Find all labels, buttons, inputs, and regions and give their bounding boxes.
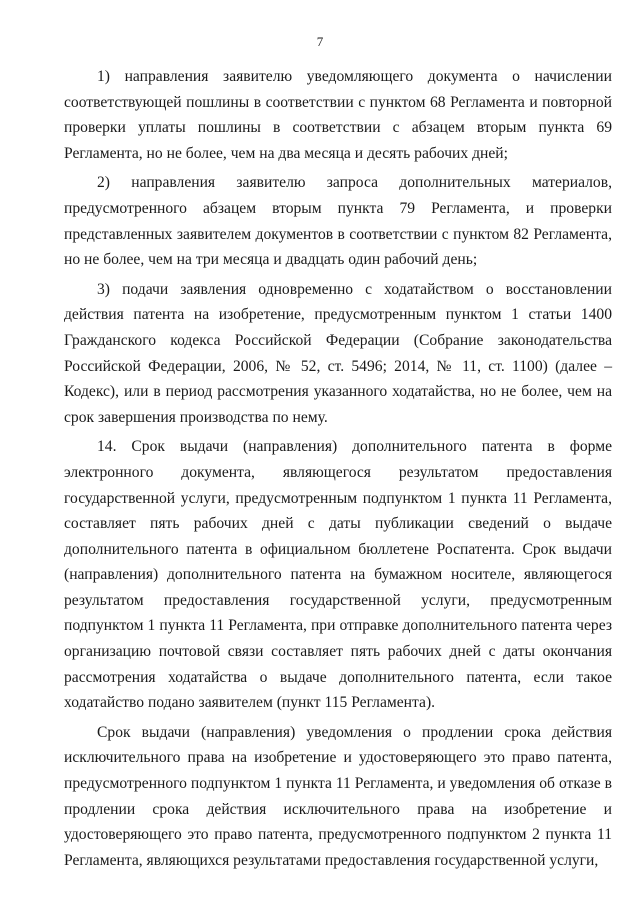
- paragraph-item-1: 1) направления заявителю уведомляющего документа о начислении соответствующей пошлины в соответствии с пунктом 68 Регламента и повторной проверки уплаты пошлины в соответствии с абзацем вторым пункта 69 Регламента, но не более, чем на два месяца и десять рабочих дней;: [64, 68, 612, 162]
- paragraph-clause-14: 14. Срок выдачи (направления) дополнительного патента в форме электронного документа, являющегося результатом предоставления государственной услуги, предусмотренным подпунктом 1 пункта 11 Регламента, составляет пять рабочих дней с даты публикации сведений о выдаче дополнительного патента в официальном бюллетене Роспатента. Срок выдачи (направления) дополнительного патента на бумажном носителе, являющегося результатом предоставления государственной услуги, предусмотренным подпунктом 1 пункта 11 Регламента, при отправке дополнительного патента через организацию почтовой связи составляет пять рабочих дней с даты окончания рассмотрения ходатайства о выдаче дополнительного патента, если такое ходатайство подано заявителем (пункт 115 Регламента).: [64, 438, 612, 712]
- paragraph-item-3: 3) подачи заявления одновременно с ходатайством о восстановлении действия патента на изобретение, предусмотренным пунктом 1 статьи 1400 Гражданского кодекса Российской Федерации (Собрание законодательства Российской Федерации, 2006, № 52, ст. 5496; 2014, № 11, ст. 1100) (далее – Кодекс), или в период рассмотрения указанного ходатайства, но не более, чем на срок завершения производства по нему.: [64, 280, 612, 426]
- document-body: [64, 64, 612, 873]
- paragraph-notification-term: Срок выдачи (направления) уведомления о продлении срока действия исключительного права на изобретение и удостоверяющего это право патента, предусмотренного подпунктом 1 пункта 11 Регламента, и уведомления об отказе в продлении срока действия исключительного права на изобретение и удостоверяющего это право патента, предусмотренного подпунктом 2 пункта 11 Регламента, являющихся результатами предоставления государственной услуги,: [64, 723, 612, 869]
- paragraph-item-2: 2) направления заявителю запроса дополнительных материалов, предусмотренного абзацем вторым пункта 79 Регламента, и проверки представленных заявителем документов в соответствии с пунктом 82 Регламента, но не более, чем на три месяца и двадцать один рабочий день;: [64, 174, 612, 269]
- page-number: 7: [316, 34, 324, 49]
